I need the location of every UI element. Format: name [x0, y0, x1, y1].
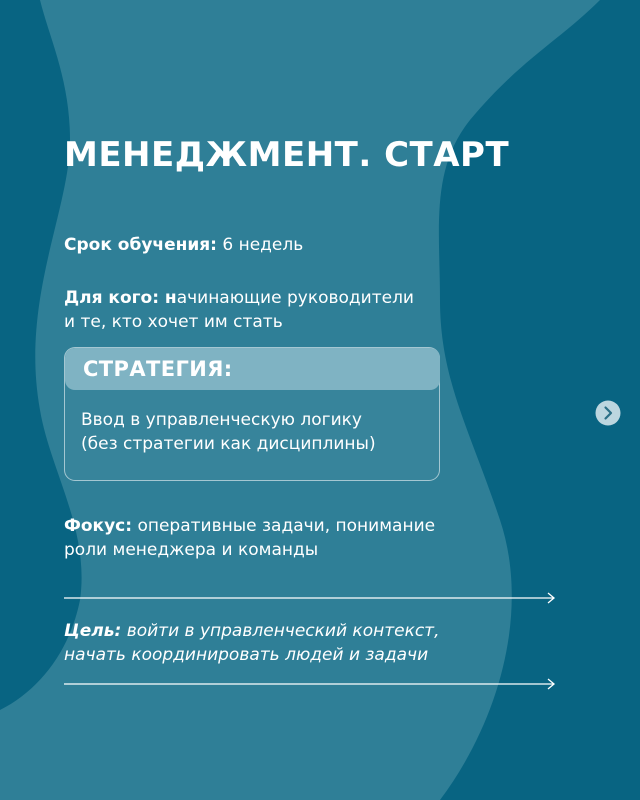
audience-line-1-rest: ачинающие руководители	[176, 288, 414, 308]
focus-label: Фокус:	[64, 516, 133, 536]
duration-value: 6 недель	[216, 235, 304, 255]
long-arrow-right-icon	[64, 678, 556, 690]
goal-line-1	[64, 619, 440, 643]
chevron-right-icon[interactable]	[595, 400, 621, 426]
strategy-card	[64, 347, 440, 481]
long-arrow-right-icon	[64, 592, 556, 604]
strategy-card-title: СТРАТЕГИЯ:	[83, 357, 233, 381]
goal-line-2: начать координировать людей и задачи	[64, 645, 429, 665]
page-title: МЕНЕДЖМЕНТ. СТАРТ	[64, 135, 510, 175]
focus-line-1-rest: оперативные задачи, понимание	[132, 516, 436, 536]
goal-text	[64, 619, 440, 667]
goal-label: Цель:	[64, 621, 122, 641]
duration-label: Срок обучения:	[64, 235, 217, 255]
audience-text	[64, 286, 414, 334]
focus-text	[64, 514, 435, 562]
audience-line-2: и те, кто хочет им стать	[64, 312, 283, 332]
strategy-card-header	[65, 348, 440, 390]
audience-highlight: н	[159, 288, 177, 308]
strategy-card-line-1: Ввод в управленческую логику	[81, 410, 362, 430]
goal-line-1-rest: войти в управленческий контекст,	[121, 621, 440, 641]
strategy-card-line-2: (без стратегии как дисциплины)	[81, 434, 376, 454]
strategy-card-body	[81, 408, 376, 456]
focus-line-2: роли менеджера и команды	[64, 540, 319, 560]
focus-line-1	[64, 514, 435, 538]
audience-label: Для кого:	[64, 288, 160, 308]
audience-line-1	[64, 286, 414, 310]
duration-line	[64, 233, 303, 257]
